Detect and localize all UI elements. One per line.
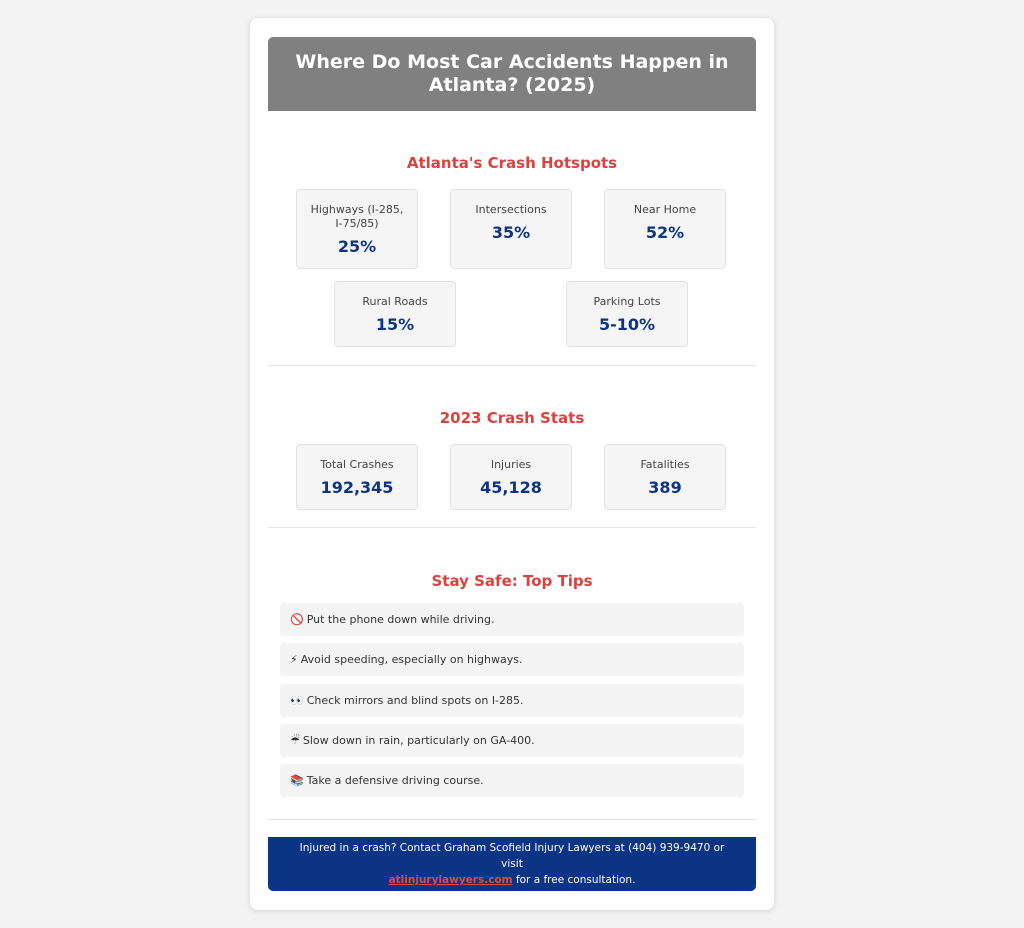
website-link[interactable]: atlinjurylawyers.com [388,874,513,886]
tip-item [280,764,744,797]
hotspot-value: 35% [491,223,531,242]
stat-label: Injuries [490,458,532,471]
hotspot-value: 15% [375,315,415,334]
contact-footer [268,837,756,891]
hotspot-value: 5-10% [598,315,656,334]
lightning-icon: ⚡ [290,653,298,666]
stats-title: 2023 Crash Stats [439,409,585,427]
stat-card-total-crashes [296,444,418,510]
tip-item [280,724,744,757]
divider [268,365,756,366]
page-title: Where Do Most Car Accidents Happen in Atlanta? (2025) [268,37,756,111]
hotspot-label: Intersections [475,203,547,216]
hotspot-card-parking-lots [566,281,688,347]
tip-text: Put the phone down while driving. [306,613,495,626]
hotspot-value: 52% [645,223,685,242]
hotspot-card-rural-roads [334,281,456,347]
tip-item [280,603,744,636]
books-icon: 📚 [290,774,304,787]
rain-icon: ☔ [290,734,300,747]
footer-text: Injured in a crash? Contact Graham Scofield Injury Lawyers at (404) 939-9470 or visit [299,842,725,870]
hotspot-card-intersections [450,189,572,269]
stat-value: 389 [648,478,682,497]
eyes-icon: 👀 [290,694,304,707]
hotspot-label: Parking Lots [593,295,661,308]
stat-value: 192,345 [320,478,394,497]
hotspot-label: Highways (I-285, I-75/85) [310,203,404,230]
hotspot-label: Rural Roads [362,295,428,308]
divider [268,527,756,528]
hotspot-card-highways [296,189,418,269]
tip-text: Avoid speeding, especially on highways. [300,653,523,666]
infographic-card [250,18,774,910]
tip-item [280,643,744,676]
no-phone-icon: 🚫 [290,613,304,626]
hotspot-label: Near Home [633,203,697,216]
footer-text-end: for a free consultation. [515,874,636,886]
stat-label: Total Crashes [320,458,394,471]
tip-text: Check mirrors and blind spots on I-285. [306,694,524,707]
hotspot-card-near-home [604,189,726,269]
stat-card-fatalities [604,444,726,510]
hotspots-title: Atlanta's Crash Hotspots [406,154,618,172]
tip-text: Take a defensive driving course. [306,774,484,787]
stat-card-injuries [450,444,572,510]
tip-item [280,684,744,717]
hotspot-value: 25% [337,237,377,256]
divider [268,819,756,820]
tips-title: Stay Safe: Top Tips [431,572,593,590]
tip-text: Slow down in rain, particularly on GA-400. [302,734,535,747]
stat-value: 45,128 [480,478,542,497]
stat-label: Fatalities [640,458,690,471]
